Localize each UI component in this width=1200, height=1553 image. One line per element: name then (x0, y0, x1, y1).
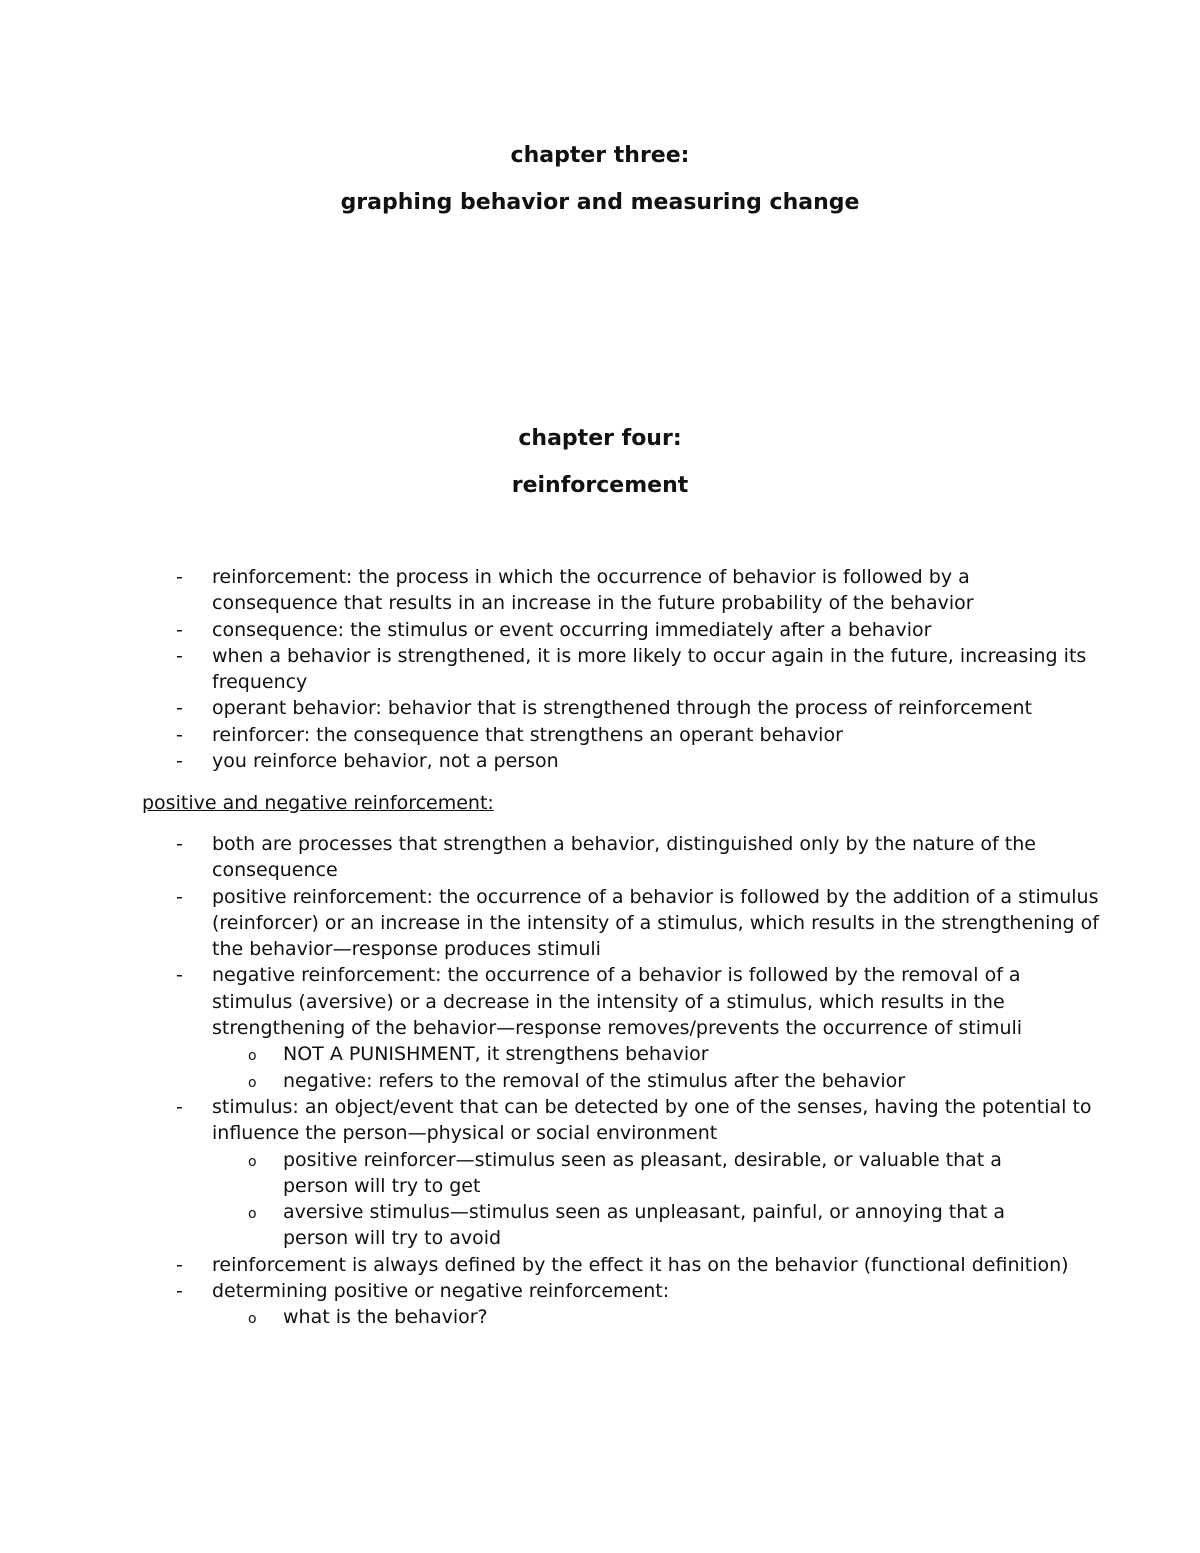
list-item (0, 884, 1200, 963)
dash-bullet: - (176, 697, 183, 720)
sub-list-item (0, 1068, 1200, 1094)
list-item-text: reinforcement is always defined by the effect it has on the behavior (functional definition) (212, 1253, 1069, 1276)
section-title-positive-negative: positive and negative reinforcement: (142, 792, 494, 814)
list-item (0, 564, 1200, 617)
list-item-text: reinforcement: the process in which the occurrence of behavior is followed by a consequence that results in an increase in the future probability of the behavior (212, 566, 974, 615)
dash-bullet: - (176, 1253, 183, 1276)
dash-bullet: - (176, 750, 183, 773)
sub-list-item (0, 1304, 1200, 1330)
list-item-text: negative reinforcement: the occurrence of a behavior is followed by the removal of a stimulus (aversive) or a decrease in the intensity of a stimulus, which results in the strengthening of the behavior—response removes/prevents the occurrence of stimuli (212, 964, 1023, 1040)
dash-bullet: - (176, 885, 183, 908)
list-item (0, 1252, 1200, 1278)
list-item-text: positive reinforcement: the occurrence of a behavior is followed by the addition of a stimulus (reinforcer) or an increase in the intensity of a stimulus, which results in the strengthening of the behavior—response produces stimuli (212, 885, 1099, 961)
sub-list-item-text: positive reinforcer—stimulus seen as pleasant, desirable, or valuable that a person will try to get (283, 1148, 1002, 1197)
list-item (0, 831, 1200, 884)
list-item (0, 1094, 1200, 1147)
chapter-three-title: graphing behavior and measuring change (340, 190, 860, 215)
dash-bullet: - (176, 566, 183, 588)
sub-list-item (0, 1147, 1200, 1200)
circle-bullet: o (248, 1206, 257, 1223)
dash-bullet: - (176, 618, 183, 641)
dash-bullet: - (176, 1280, 183, 1303)
circle-bullet: o (248, 1311, 257, 1328)
sub-list-item (0, 1199, 1200, 1252)
list-item (0, 617, 1200, 643)
reinforcement-definitions-list (0, 564, 1200, 774)
dash-bullet: - (176, 644, 183, 667)
list-item-text: both are processes that strengthen a behavior, distinguished only by the nature of the consequence (212, 833, 1036, 882)
chapter-three-label: chapter three: (510, 143, 690, 168)
circle-bullet: o (248, 1048, 257, 1065)
list-item (0, 962, 1200, 1041)
list-item (0, 722, 1200, 748)
sub-list-item (0, 1041, 1200, 1067)
list-item-text: reinforcer: the consequence that strengthens an operant behavior (212, 723, 843, 746)
list-item-text: you reinforce behavior, not a person (212, 750, 559, 773)
chapter-four-title: reinforcement (511, 473, 689, 498)
sub-list-item-text: NOT A PUNISHMENT, it strengthens behavior (283, 1043, 709, 1066)
list-item (0, 643, 1200, 696)
list-item-text: determining positive or negative reinforcement: (212, 1280, 670, 1303)
list-item (0, 1278, 1200, 1304)
list-item-text: consequence: the stimulus or event occurring immediately after a behavior (212, 618, 932, 641)
chapter-four-label: chapter four: (518, 426, 682, 451)
list-item (0, 695, 1200, 721)
dash-bullet: - (176, 964, 183, 987)
dash-bullet: - (176, 723, 183, 746)
sub-list-item-text: what is the behavior? (283, 1306, 488, 1329)
positive-negative-list (0, 831, 1200, 1331)
circle-bullet: o (248, 1153, 257, 1170)
list-item (0, 748, 1200, 774)
list-item-text: when a behavior is strengthened, it is more likely to occur again in the future, increasing its frequency (212, 644, 1087, 694)
list-item-text: operant behavior: behavior that is strengthened through the process of reinforcement (212, 697, 1032, 720)
dash-bullet: - (176, 833, 183, 855)
list-item-text: stimulus: an object/event that can be detected by one of the senses, having the potential to influence the person—physical or social environment (212, 1095, 1092, 1145)
dash-bullet: - (176, 1095, 183, 1118)
circle-bullet: o (248, 1074, 257, 1091)
sub-list-item-text: aversive stimulus—stimulus seen as unpleasant, painful, or annoying that a person will try to avoid (283, 1201, 1006, 1250)
sub-list-item-text: negative: refers to the removal of the stimulus after the behavior (283, 1069, 906, 1092)
